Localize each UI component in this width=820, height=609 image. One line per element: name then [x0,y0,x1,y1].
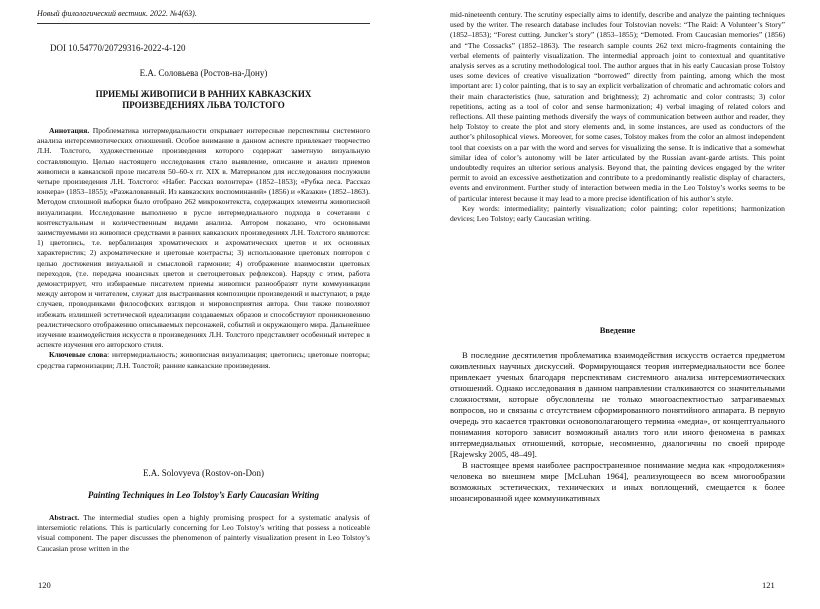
running-head: Новый филологический вестник. 2022. №4(63). [37,9,197,18]
intro-paragraph-1: В последние десятилетия проблематика взаимодействия искусств остается предметом оживленных научных дискуссий. Формирующаяся теория интермедиальности все более привлекает ученых благодаря перспективам системного анализа интерсемиотических отношений. Однако исследования в данном направлении сталкиваются со значительными сложностями, которые обусловлены не только многоаспектностью затрагиваемых вопросов, но и связаны с отсутствием сформированного понятийного аппарата. В первую очередь это касается трактовки основополагающего термина «медиа», от концептуального понимания которого зависит возможный анализ того или иного феномена в рамках интермедиальных отношений, которые, несомненно, диалогичны по своей природе [Rajewsky 2005, 48–49]. [450,350,785,459]
abstract-en-continued [450,10,785,224]
keywords-ru-text: : интермедиальность; живописная визуализация; цветопись; цветовые повторы; средства гармонизации; Л.Н. Толстой; ранние кавказские произведения. [37,350,370,370]
abstract-ru [37,126,370,371]
author-ru: Е.А. Соловьева (Ростов-на-Дону) [139,68,268,78]
page-number-right: 121 [762,580,775,590]
doi[interactable]: DOI 10.54770/20729316-2022-4-120 [50,43,186,53]
header-rule [37,23,370,24]
abstract-en-text: The intermedial studies open a highly promising prospect for a systematic analysis of intersemiotic relations. This is particularly concerning for Leo Tolstoy’s writing that possess a noticeable visual component. The paper discusses the phenomenon of painterly visualization present in Leo Tolstoy’s Caucasian prose written in the [37,513,370,553]
abstract-en-continued-text: mid-nineteenth century. The scrutiny especially aims to identify, describe and analyze the painting techniques used by the writer. The research database includes four Tolstovian novels: “The Raid: A Volunteer’s Story” (1852–1853); “Forest cutting. Juncker’s story” (1853–1855); “Demoted. From Caucasian memories” (1856) and “The Cossacks” (1852–1863). The research sample counts 262 text micro-fragments containing the verbal elements of painterly visualization. The intermedial approach joint to contextual and quantitative analysis serves as a scrutiny methodological tool. The author argues that in his early Caucasian prose Tolstoy uses some devices of creative visualization “borrowed” directly from painting, among which the most important are: 1) color painting, that is to say an explicit verbalization of chromatic and achromatic colors and their main characteristics (hue, saturation and brightness); 2) achromatic and color contrasts; 3) color repetitions, acting as a tool of color and sense harmonization; 4) verbal imaging of related colors and reflections. All these painting methods diversify the ways of communication between author and reader, they help Tolstoy to create the plot and story elements and, in some instances, are used as conductors of the author’s philosophical views. Moreover, for some cases, Tolstoy makes from the color an almost independent tool that coexists on a par with the word and serves for visualizing the sense. It is indicative that a somewhat similar idea of color’s autonomy will be later articulated by the Russian avant-garde artists. This point undoubtedly requires an ulterior serious analysis. Beyond that, the painting devices engaged by the writer permit to avoid an excessive aesthetization and contribute to a predominantly realistic display of characters, events and environment. Further study of interaction between media in the Leo Tolstoy’s works seems to be of particular interest because it may lead to a more precise identification of his author’s style. [450,10,785,203]
introduction-body [450,350,785,504]
article-title-ru [37,89,370,111]
page-number-left: 120 [38,580,51,590]
title-ru-line2: ПРОИЗВЕДЕНИЯХ ЛЬВА ТОЛСТОГО [122,100,285,110]
abstract-ru-label: Аннотация. [49,126,90,135]
author-en: E.A. Solovyeva (Rostov-on-Don) [143,468,264,478]
abstract-en-label: Abstract. [49,513,80,522]
intro-paragraph-2: В настоящее время наиболее распространенное понимание медиа как «продолжения» человека во внешнем мире [McLuhan 1964], реализующееся во всем многообразии возможных эстетических, технических и иных воплощений, смещается к более нюансированной идее коммуникативных [450,460,785,503]
abstract-en [37,513,370,554]
keywords-en-text: : intermediality; painterly visualization; color painting; color repetitions; harmonization devices; Leo Tolstoy; early Caucasian writing. [450,203,785,224]
abstract-ru-text: Проблематика интермедиальности открывает интересные перспективы системного анализа интерсемиотических отношений. Особое внимание в данном аспекте привлекает творчество Л.Н. Толстого, художественные произведения которого содержат заметную визуальную составляющую. Целью настоящего исследования стало выявление, описание и анализ приемов живописи в кавказской прозе писателя 50–60-х гг. XIX в. Материалом для исследования послужили четыре произведения Л.Н. Толстого: «Набег. Рассказ волонтера» (1852–1853); «Рубка леса. Рассказ юнкера» (1853–1855); «Разжалованный. Из кавказских воспоминаний» (1856) и «Казаки» (1852–1863). Методом сплошной выборки было отобрано 262 микроконтекста, содержащих элементы живописной визуализации. Исследование выполнено в русле интермедиального подхода в сочетании с контекстуальным и количественным видами анализа. Автором показано, что основными заимствуемыми из живописи средствами в ранних кавказских произведениях Л.Н. Толстого являются: 1) цветопись, т.е. вербализация хроматических и ахроматических цветов и их основных характеристик; 2) ахроматические и цветовые контрасты; 3) использование цветовых повторов с целью достижения визуальной и смысловой гармонии; 4) отображение взаимосвязи цветовых переходов, (т.е. передача нюансных цветов и светоцветовых рефлексов). Наряду с этим, работа демонстрирует, что избираемые писателем приемы живописи разнообразят пути коммуникации между автором и читателем, служат для выстраивания композиции произведений и выступают, в ряде случаев, проводниками философских взглядов и мировосприятия автора. Они также позволяют избежать излишней эстетической идеализации создаваемых образов и способствуют проникновению реалистического отображению описываемых персонажей, событий и окружающего мира. Дальнейшее изучение взаимодействия искусств в произведениях Л.Н. Толстого представляет особенный интерес в аспекте изучения его авторского стиля. [37,126,370,350]
section-title: Введение [599,325,636,335]
right-page [410,0,820,609]
keywords-ru-label: Ключевые слова [49,350,108,360]
title-ru-line1: ПРИЕМЫ ЖИВОПИСИ В РАННИХ КАВКАЗСКИХ [95,89,312,99]
article-title-en: Painting Techniques in Leo Tolstoy’s Early Caucasian Writing [87,490,320,500]
keywords-en-label: Key words [462,203,498,213]
